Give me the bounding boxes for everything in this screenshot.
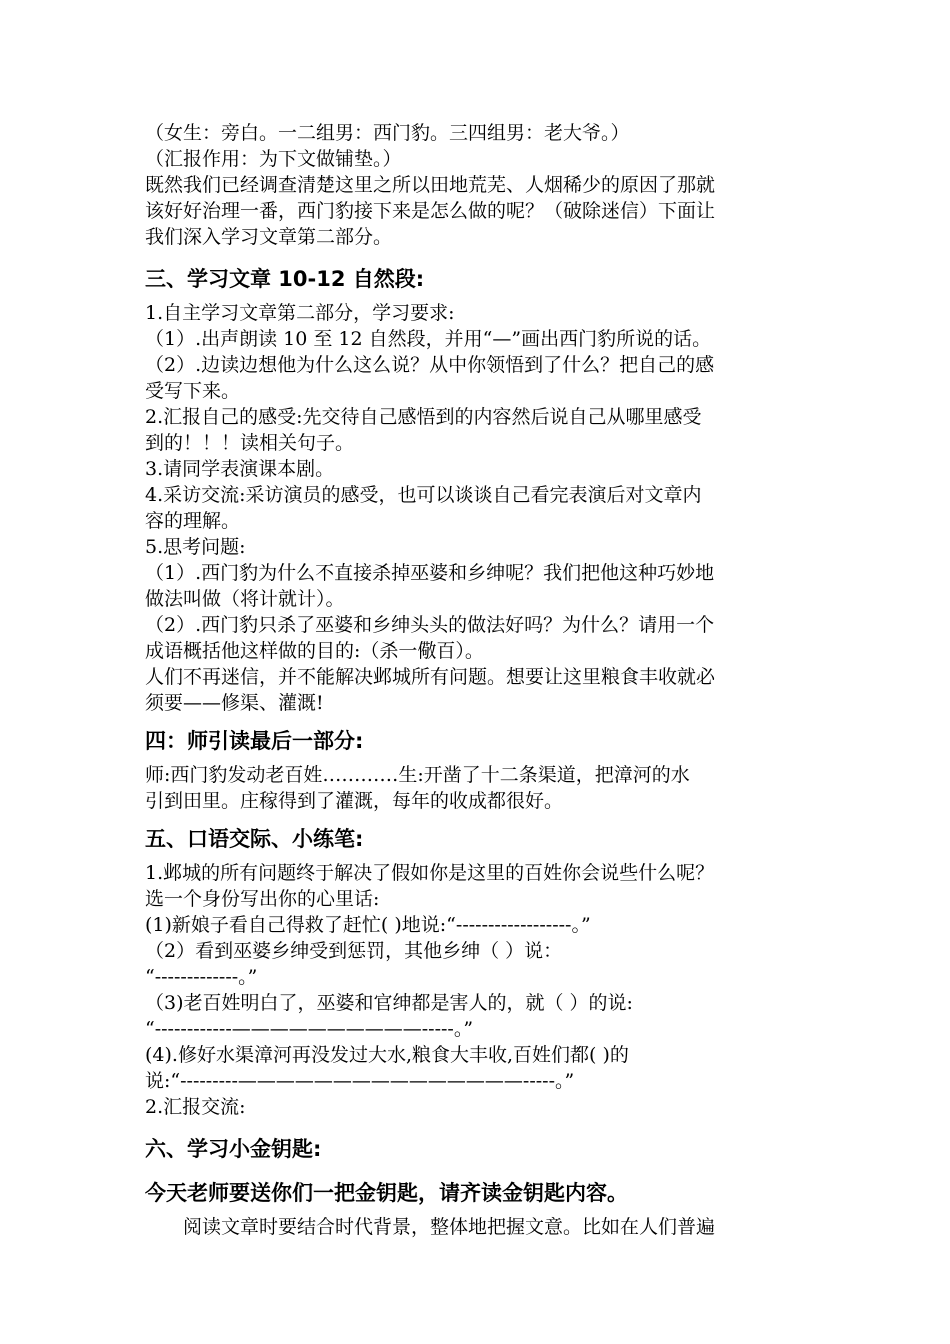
document-body (145, 120, 815, 1240)
text-line: 说:“---------———————————————-----。” (145, 1070, 575, 1092)
text-line: 做法叫做（将计就计）。 (145, 588, 345, 610)
text-line: 3.请同学表演课本剧。 (145, 458, 335, 480)
text-line: （1）.出声朗读 10 至 12 自然段，并用“—”画出西门豹所说的话。 (145, 328, 712, 350)
text-line: 该好好治理一番，西门豹接下来是怎么做的呢？（破除迷信）下面让 (145, 200, 716, 222)
text-line: （女生：旁白。一二组男：西门豹。三四组男：老大爷。） (145, 122, 630, 144)
text-line: （1）.西门豹为什么不直接杀掉巫婆和乡绅呢？我们把他这种巧妙地 (145, 562, 715, 584)
text-line: （3)老百姓明白了，巫婆和官绅都是害人的，就（ ）的说: (145, 992, 633, 1014)
text-line: 选一个身份写出你的心里话: (145, 888, 380, 910)
text-line: 引到田里。庄稼得到了灌溉，每年的收成都很好。 (145, 790, 564, 812)
text-line: “------------——————————-----。” (145, 1018, 474, 1040)
text-line: 2.汇报交流: (145, 1096, 246, 1118)
golden-key-body (145, 1214, 815, 1240)
text-line: “-------------。” (145, 966, 258, 988)
intro-paragraph (145, 120, 815, 250)
text-line: 4.采访交流:采访演员的感受，也可以谈谈自己看完表演后对文章内 (145, 484, 702, 506)
text-line: （汇报作用：为下文做铺垫。） (145, 148, 402, 170)
section-heading-3: 三、学习文章 10-12 自然段: (145, 267, 425, 291)
text-line: 到的！！！读相关句子。 (145, 432, 355, 454)
text-line: 5.思考问题: (145, 536, 246, 558)
text-line: 容的理解。 (145, 510, 241, 532)
text-line: 受写下来。 (145, 380, 241, 402)
text-line: （2）.边读边想他为什么这么说？从中你领悟到了什么？把自己的感 (145, 354, 715, 376)
text-line: 1.自主学习文章第二部分，学习要求: (145, 302, 455, 324)
section-heading-5: 五、口语交际、小练笔: (145, 827, 364, 851)
text-line: 我们深入学习文章第二部分。 (145, 226, 393, 248)
text-line: 师:西门豹发动老百姓…………生:开凿了十二条渠道，把漳河的水 (145, 764, 690, 786)
text-line: 须要——修渠、灌溉! (145, 692, 324, 714)
golden-key-heading: 今天老师要送你们一把金钥匙，请齐读金钥匙内容。 (145, 1181, 628, 1205)
text-line: 人们不再迷信，并不能解决邺城所有问题。想要让这里粮食丰收就必 (145, 666, 716, 688)
text-line: （2）.西门豹只杀了巫婆和乡绅头头的做法好吗？为什么？请用一个 (145, 614, 715, 636)
text-line: 成语概括他这样做的目的:（杀一儆百）。 (145, 640, 484, 662)
text-line: （2）看到巫婆乡绅受到惩罚，其他乡绅（ ）说： (145, 940, 563, 962)
section-heading-6: 六、学习小金钥匙: (145, 1137, 322, 1161)
section-heading-4: 四：师引读最后一部分: (145, 729, 364, 753)
text-line: (1)新娘子看自己得救了赶忙( )地说:“------------------。” (145, 914, 591, 936)
text-line: 既然我们已经调查清楚这里之所以田地荒芜、人烟稀少的原因了那就 (145, 174, 716, 196)
text-line: 阅读文章时要结合时代背景，整体地把握文意。比如在人们普遍 (183, 1216, 716, 1238)
text-line: (4).修好水渠漳河再没发过大水,粮食大丰收,百姓们都( )的 (145, 1044, 629, 1066)
text-line: 2.汇报自己的感受:先交待自己感悟到的内容然后说自己从哪里感受 (145, 406, 702, 428)
section-3-body (145, 300, 815, 716)
text-line: 1.邺城的所有问题终于解决了假如你是这里的百姓你会说些什么呢？ (145, 862, 715, 884)
section-4-body (145, 762, 815, 814)
section-5-body (145, 860, 815, 1120)
